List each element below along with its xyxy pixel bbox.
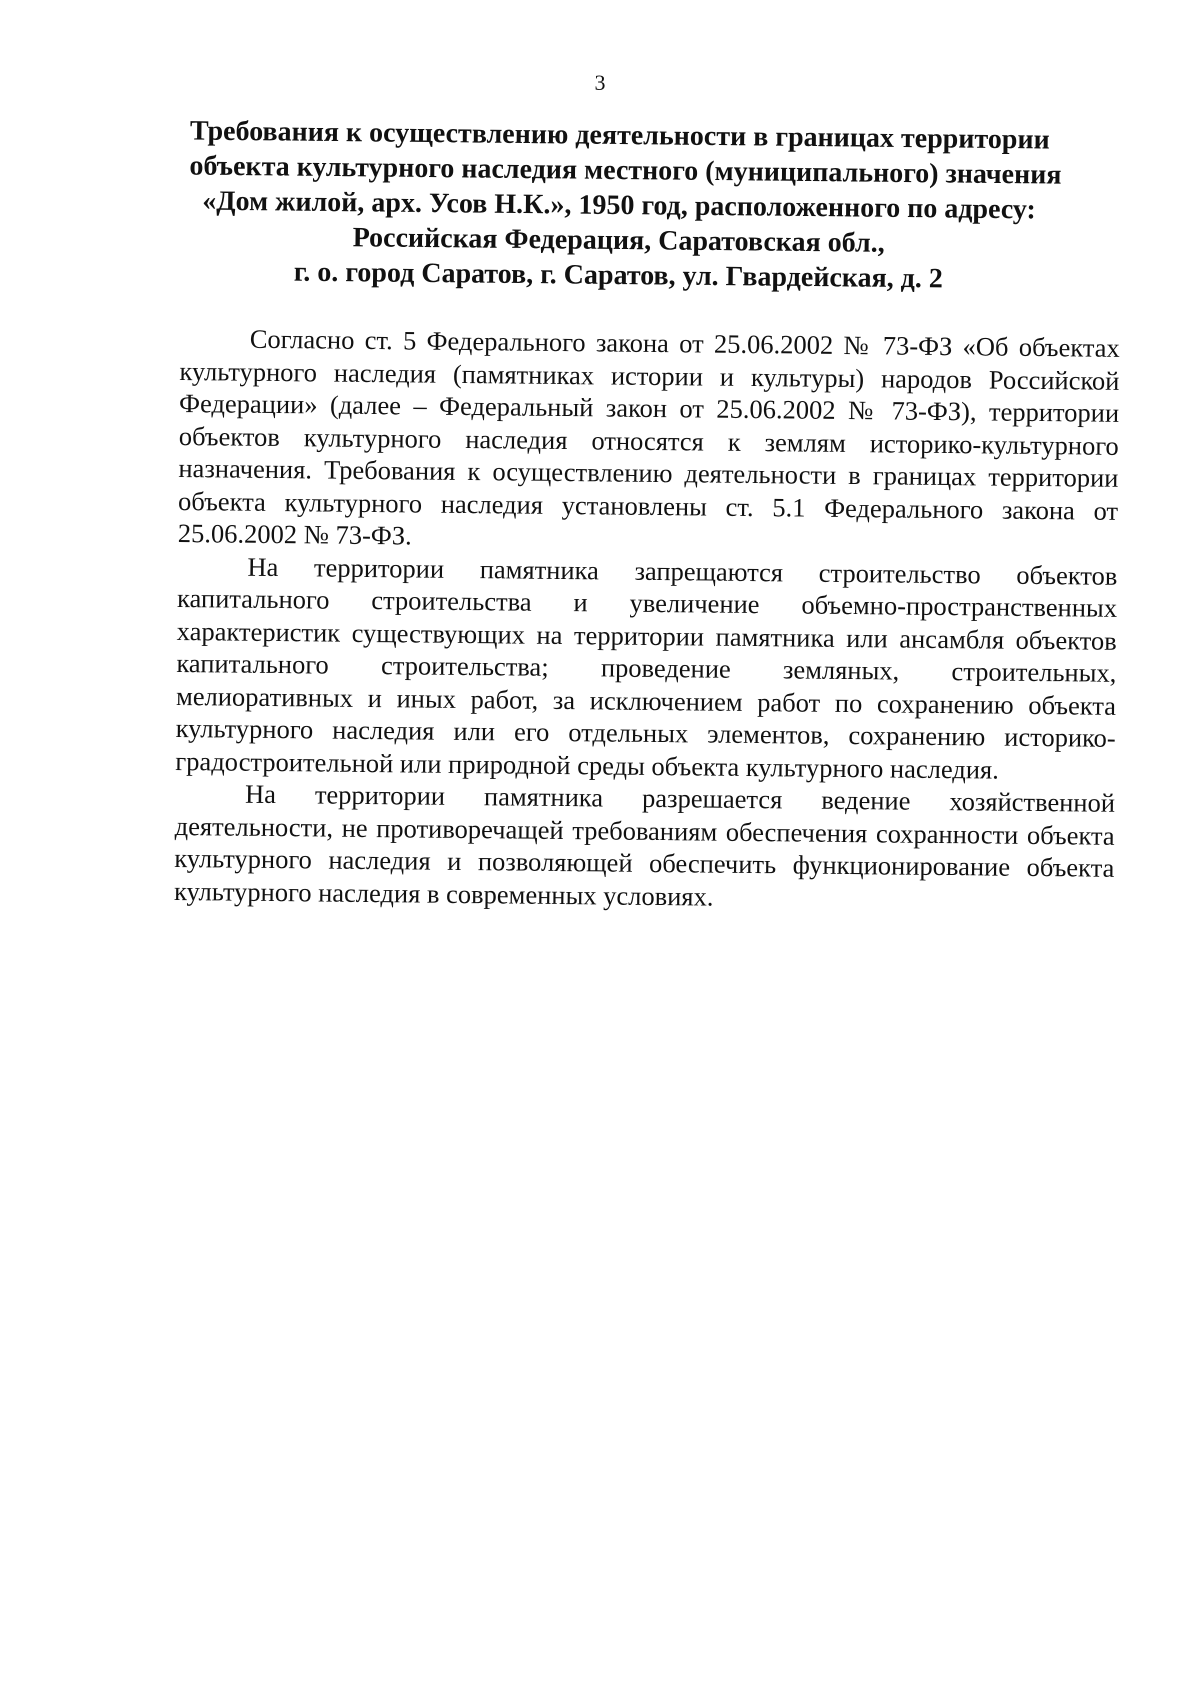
title-line: г. о. город Саратов, г. Саратов, ул. Гвардейская, д. 2 — [293, 256, 944, 295]
paragraph-legal-basis: Согласно ст. 5 Федерального закона от 25.06.2002 № 73-ФЗ «Об объектах культурного наследия (памятниках истории и культуры) народов Российской Федерации» (далее – Федеральный закон от 25.06.2002 № 73-ФЗ), территории объектов культурного наследия относятся к землям историко-культурного назначения. Требования к осуществлению деятельности в границах территории объекта культурного наследия установлены ст. 5.1 Федерального закона от 25.06.2002 № 73-ФЗ. — [177, 323, 1120, 551]
document-body — [174, 322, 1120, 917]
title-line: Российская Федерация, Саратовская обл., — [352, 222, 885, 259]
paragraph-prohibitions: На территории памятника запрещаются строительство объектов капитального строительства и увеличение объемно-пространственных характеристик существующих на территории памятника или ансамбля объектов капитального строительства; проведение земляных, строительных, мелиоративных и иных работ, за исключением работ по сохранению объекта культурного наследия или его отдельных элементов, сохранению историко-градостроительной или природной среды объекта культурного наследия. — [175, 551, 1118, 785]
document-title — [188, 113, 1062, 297]
paragraph-permissions: На территории памятника разрешается ведение хозяйственной деятельности, не противоречащей требованиям обеспечения сохранности объекта культурного наследия и позволяющей обеспечить функционирование объекта культурного наследия в современных условиях. — [173, 778, 1116, 912]
page-number: 3 — [594, 70, 606, 95]
title-line: «Дом жилой, арх. Усов Н.К.», 1950 год, расположенного по адресу: — [202, 185, 1037, 226]
title-line: Требования к осуществлению деятельности в границах территории — [189, 115, 1050, 156]
title-line: объекта культурного наследия местного (муниципального) значения — [189, 150, 1062, 191]
